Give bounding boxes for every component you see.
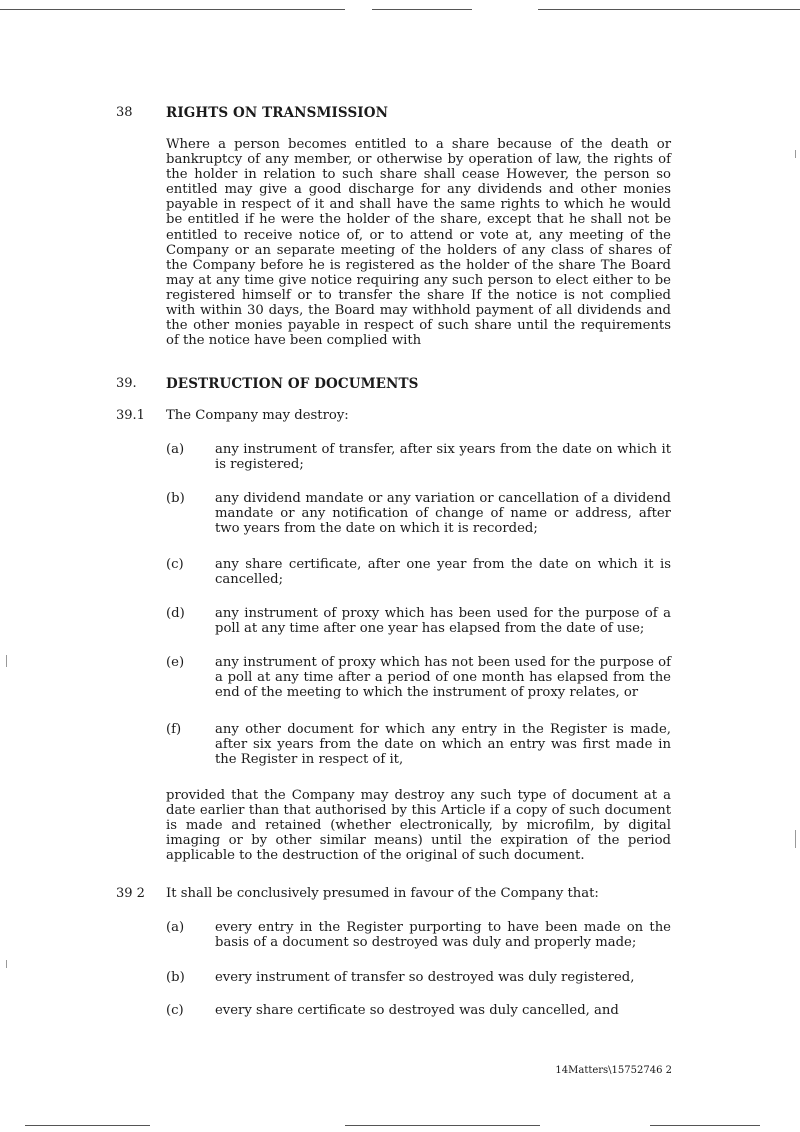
clause-intro: The Company may destroy: [166, 408, 349, 423]
list-item-text: any other document for which any entry in the Register is made, after six years from the date on which an entry was first made in the Register in respect of it, [215, 722, 671, 768]
list-item-label: (f) [166, 722, 182, 737]
section-heading: DESTRUCTION OF DOCUMENTS [166, 376, 419, 392]
list-item-label: (b) [166, 970, 185, 985]
clause-intro: It shall be conclusively presumed in favour of the Company that: [166, 886, 599, 901]
list-item-label: (c) [166, 557, 184, 572]
list-item-text: every entry in the Register purporting to have been made on the basis of a document so destroyed was duly and properly made; [215, 920, 671, 951]
top-rule-1 [0, 9, 345, 10]
clause-number: 39.1 [116, 408, 145, 423]
list-item-text: any share certificate, after one year from the date on which it is cancelled; [215, 557, 671, 588]
top-rule-3 [538, 9, 800, 10]
bottom-rule-1 [25, 1125, 150, 1126]
list-item-text: every share certificate so destroyed was duly cancelled, and [215, 1003, 619, 1018]
list-item-text: any instrument of proxy which has been used for the purpose of a poll at any time after one year has elapsed from the date of use; [215, 606, 671, 637]
section-number: 39. [116, 376, 137, 391]
list-item-label: (e) [166, 655, 185, 670]
margin-mark [6, 655, 7, 667]
top-rule-2 [372, 9, 472, 10]
list-item-label: (c) [166, 1003, 184, 1018]
section-body: Where a person becomes entitled to a share because of the death or bankruptcy of any member, or otherwise by operation of law, the rights of the holder in relation to such share shall cease However, the person so entitled may give a good discharge for any dividends and other monies payable in respect of it and shall have the same rights to which he would be entitled if he were the holder of the share, except that he shall not be entitled to receive notice of, or to attend or vote at, any meeting of the Company or an separate meeting of the holders of any class of shares of the Company before he is registered as the holder of the share The Board may at any time give notice requiring any such person to elect either to be registered himself or to transfer the share If the notice is not complied with within 30 days, the Board may withhold payment of all dividends and the other monies payable in respect of such share until the requirements of the notice have been complied with [166, 137, 671, 349]
list-item-text: any instrument of proxy which has not been used for the purpose of a poll at any time after a period of one month has elapsed from the end of the meeting to which the instrument of proxy relates, or [215, 655, 671, 701]
section-heading: RIGHTS ON TRANSMISSION [166, 105, 389, 121]
document-reference: 14Matters\15752746 2 [555, 1065, 672, 1076]
list-item-text: every instrument of transfer so destroyed was duly registered, [215, 970, 635, 985]
section-number: 38 [116, 105, 133, 120]
clause-proviso: provided that the Company may destroy any such type of document at a date earlier than that authorised by this Article if a copy of such document is made and retained (whether electronically, by microfilm, by digital imaging or by other similar means) until the expiration of the period applicable to the destruction of the original of such document. [166, 788, 671, 864]
list-item-label: (a) [166, 442, 185, 457]
clause-number: 39 2 [116, 886, 145, 901]
margin-mark [6, 960, 7, 968]
bottom-rule-3 [650, 1125, 760, 1126]
list-item-label: (a) [166, 920, 185, 935]
margin-mark [795, 830, 796, 848]
list-item-label: (b) [166, 491, 185, 506]
bottom-rule-2 [345, 1125, 540, 1126]
list-item-text: any instrument of transfer, after six years from the date on which it is registered; [215, 442, 671, 473]
margin-mark [795, 150, 796, 158]
list-item-text: any dividend mandate or any variation or cancellation of a dividend mandate or any notification of change of name or address, after two years from the date on which it is recorded; [215, 491, 671, 537]
list-item-label: (d) [166, 606, 185, 621]
